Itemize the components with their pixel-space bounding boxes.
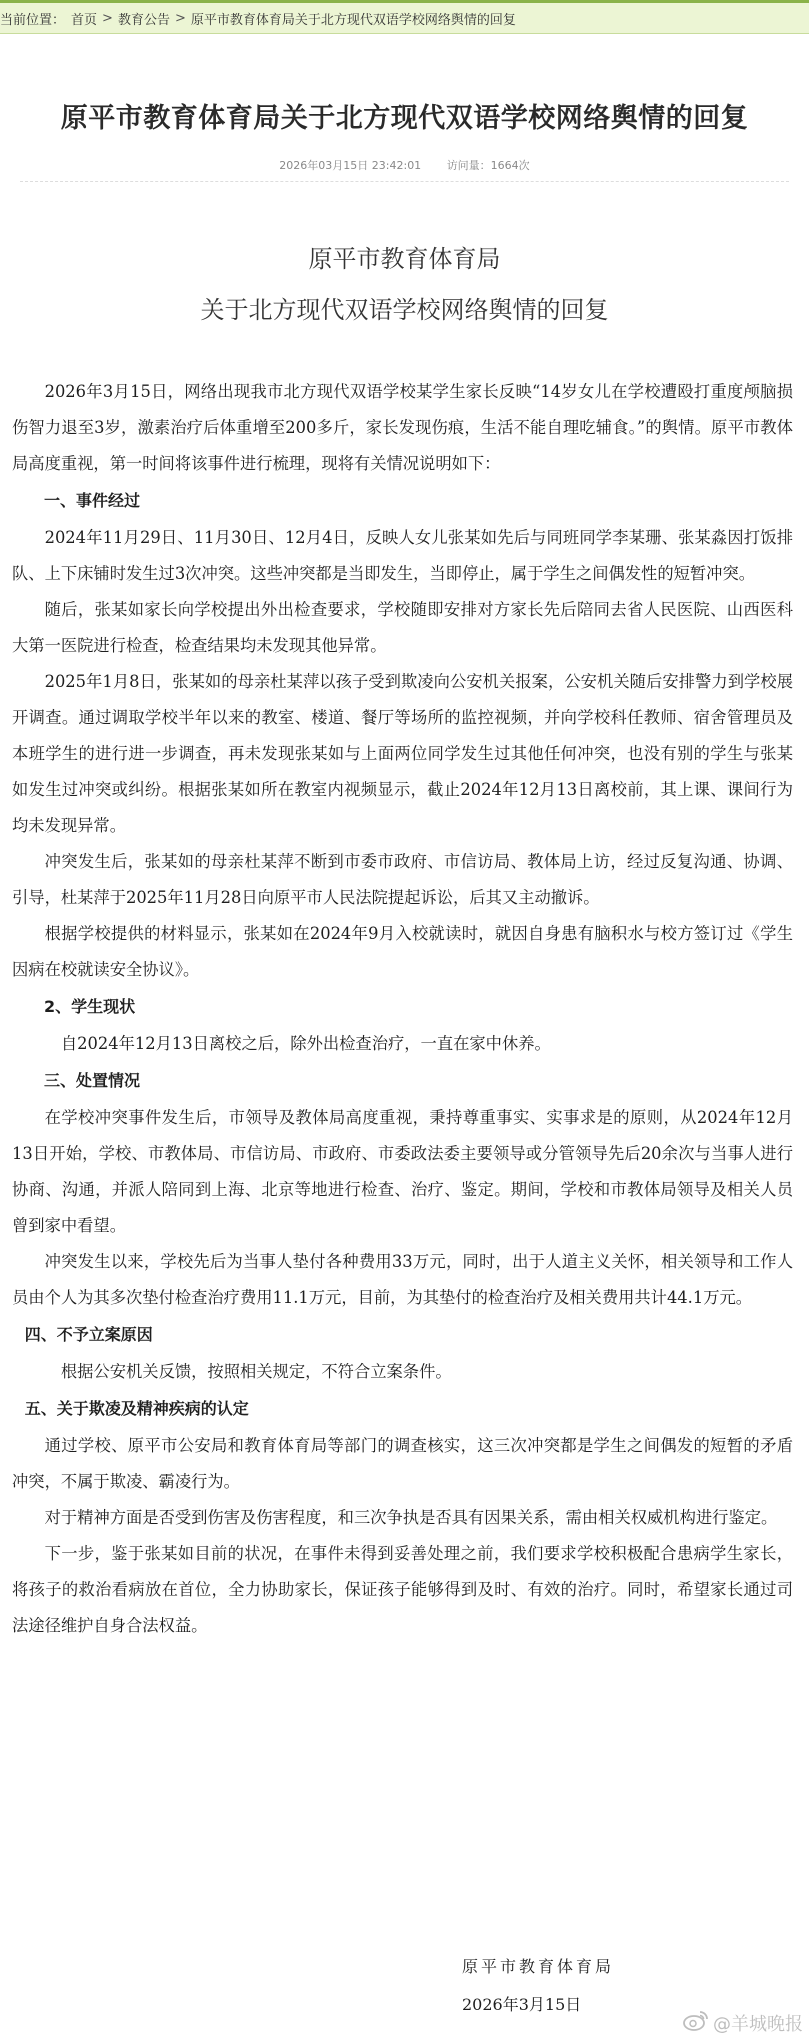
paragraph: 自2024年12月13日离校之后，除外出检查治疗，一直在家中休养。: [60, 1034, 551, 1053]
section-heading: 五、关于欺凌及精神疾病的认定: [24, 1399, 249, 1418]
publish-time: 2026年03月15日 23:42:01: [279, 159, 422, 172]
breadcrumb-separator: >: [174, 10, 186, 26]
signature-block: [462, 1948, 614, 2024]
breadcrumb-label: 当前位置：: [0, 12, 66, 28]
article-title: 原平市教育体育局关于北方现代双语学校网络舆情的回复: [60, 103, 749, 134]
watermark: [683, 2009, 803, 2036]
section-heading: 一、事件经过: [44, 491, 141, 510]
section-heading: 四、不予立案原因: [24, 1325, 153, 1344]
document-body: [12, 374, 797, 1644]
breadcrumb-separator: >: [102, 10, 113, 26]
paragraph: 冲突发生以来，学校先后为当事人垫付各种费用33万元，同时，出于人道主义关怀，相关领导和工作人员由个人为其多次垫付检查治疗费用11.1万元，目前，为其垫付的检查治疗及相关费用共计44.1万元。: [12, 1252, 793, 1307]
document-title-line2: 关于北方现代双语学校网络舆情的回复: [200, 296, 609, 324]
paragraph: 2025年1月8日，张某如的母亲杜某萍以孩子受到欺凌向公安机关报案，公安机关随后安排警力到学校展开调查。通过调取学校半年以来的教室、楼道、餐厅等场所的监控视频，并向学校科任教师、宿舍管理员及本班学生的进行进一步调查，再未发现张某如与上面两位同学发生过其他任何冲突，也没有别的学生与张某如发生过冲突或纠纷。根据张某如所在教室内视频显示，截止2024年12月13日离校前，其上课、课间行为均未发现异常。: [12, 672, 793, 835]
meta-divider: [20, 181, 789, 182]
paragraph: 对于精神方面是否受到伤害及伤害程度，和三次争执是否具有因果关系，需由相关权威机构进行鉴定。: [44, 1508, 778, 1527]
document-image: [0, 234, 809, 1644]
weibo-icon: [683, 2009, 713, 2036]
paragraph: 随后，张某如家长向学校提出外出检查要求，学校随即安排对方家长先后陪同去省人民医院、山西医科大第一医院进行检查，检查结果均未发现其他异常。: [12, 600, 793, 655]
breadcrumb: [0, 3, 809, 34]
document-title: [12, 234, 797, 336]
signature-org: 原平市教育体育局: [462, 1957, 615, 1976]
intro-paragraph: 2026年3月15日，网络出现我市北方现代双语学校某学生家长反映“14岁女儿在学校遭殴打重度颅脑损伤智力退至3岁，激素治疗后体重增至200多斤，家长发现伤痕，生活不能自理吃辅食。”的舆情。原平市教体局高度重视，第一时间将该事件进行梳理，现将有关情况说明如下：: [12, 382, 793, 473]
breadcrumb-current-page[interactable]: 原平市教育体育局关于北方现代双语学校网络舆情的回复: [190, 12, 516, 28]
paragraph: 冲突发生后，张某如的母亲杜某萍不断到市委市政府、市信访局、教体局上访，经过反复沟通、协调、引导，杜某萍于2025年11月28日向原平市人民法院提起诉讼，后其又主动撤诉。: [12, 852, 793, 907]
paragraph: 根据公安机关反馈，按照相关规定，不符合立案条件。: [60, 1362, 452, 1381]
section-heading: 三、处置情况: [44, 1071, 141, 1090]
article-meta: [0, 157, 809, 173]
watermark-text: @羊城晚报: [713, 2013, 803, 2035]
document-title-line1: 原平市教育体育局: [308, 245, 501, 273]
paragraph: 2024年11月29日、11月30日、12月4日，反映人女儿张某如先后与同班同学李某珊、张某淼因打饭排队、上下床铺时发生过3次冲突。这些冲突都是当即发生，当即停止，属于学生之间偶发性的短暂冲突。: [12, 528, 793, 583]
paragraph: 根据学校提供的材料显示，张某如在2024年9月入校就读时，就因自身患有脑积水与校方签订过《学生因病在校就读安全协议》。: [12, 924, 793, 979]
view-count: 访问量：1664次: [446, 159, 530, 172]
paragraph: 下一步，鉴于张某如目前的状况，在事件未得到妥善处理之前，我们要求学校积极配合患病学生家长，将孩子的救治看病放在首位，全力协助家长，保证孩子能够得到及时、有效的治疗。同时，希望家长通过司法途径维护自身合法权益。: [12, 1544, 793, 1635]
signature-date: 2026年3月15日: [462, 1995, 582, 2014]
paragraph: 在学校冲突事件发生后，市领导及教体局高度重视，秉持尊重事实、实事求是的原则，从2024年12月13日开始，学校、市教体局、市信访局、市政府、市委政法委主要领导或分管领导先后20余次与当事人进行协商、沟通，并派人陪同到上海、北京等地进行检查、治疗、鉴定。期间，学校和市教体局领导及相关人员曾到家中看望。: [12, 1108, 793, 1235]
paragraph: 通过学校、原平市公安局和教育体育局等部门的调查核实，这三次冲突都是学生之间偶发的短暂的矛盾冲突，不属于欺凌、霸凌行为。: [12, 1436, 793, 1491]
section-heading: 2、学生现状: [44, 997, 136, 1016]
breadcrumb-home-link[interactable]: 首页: [71, 12, 98, 28]
breadcrumb-notices-link[interactable]: 教育公告: [117, 12, 170, 28]
